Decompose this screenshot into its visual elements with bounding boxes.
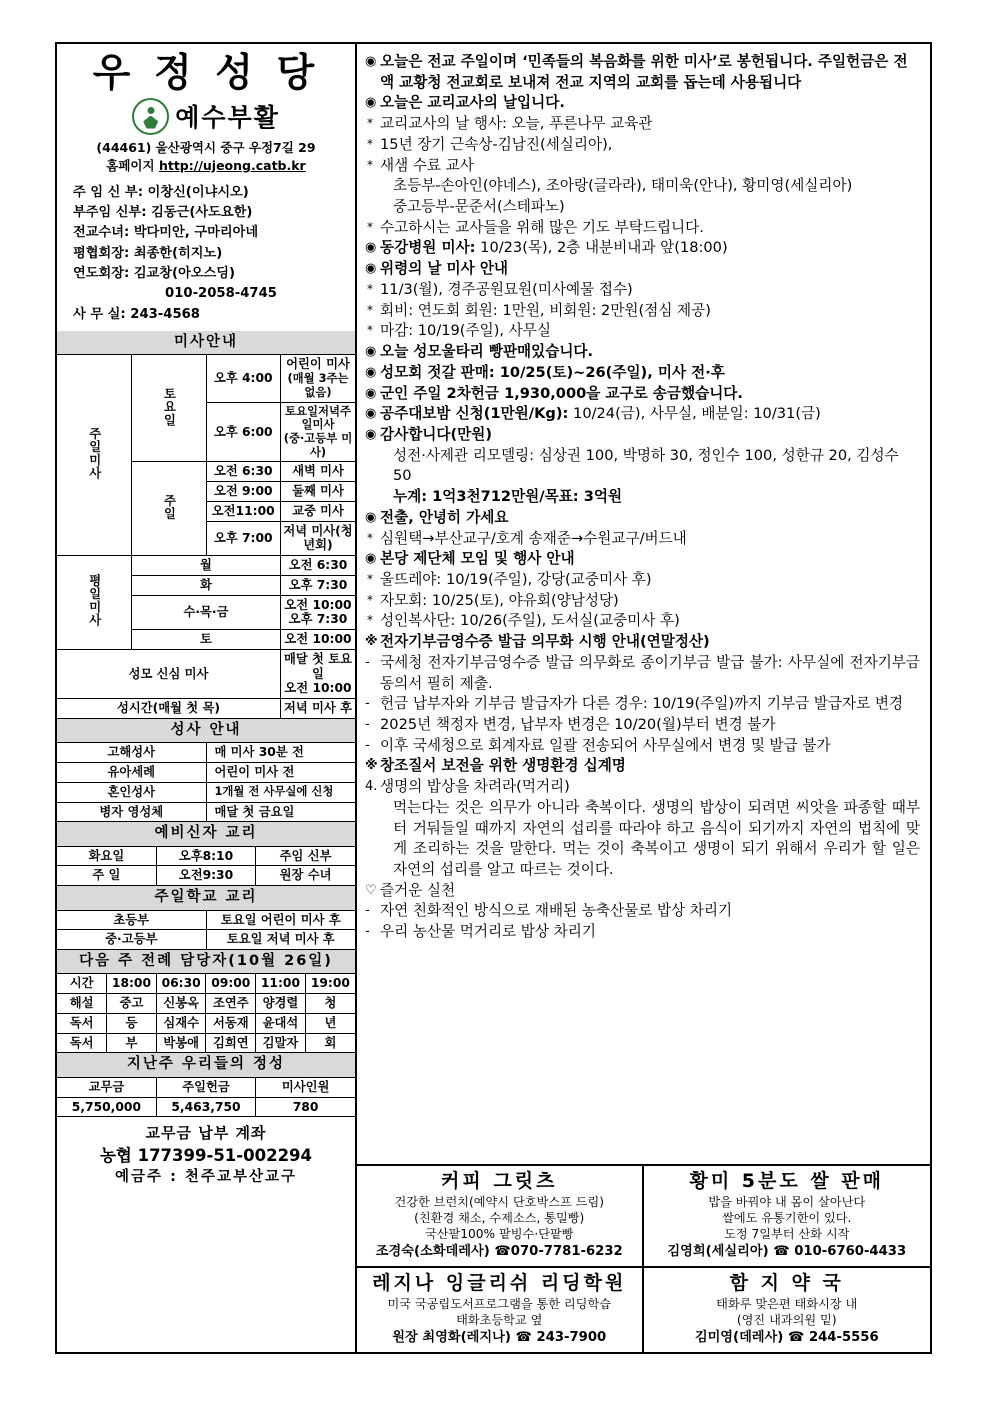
catechumen-table [57,822,355,886]
announcement-item [365,632,920,653]
announcement-text: 이후 국세청으로 회계자료 일괄 전송되어 사무실에서 변경 및 발급 불가 [380,736,831,754]
sacrament-label: 혼인성사 [57,782,206,802]
staff-item: 전교수녀: 박다미안, 구마리아네 [73,225,259,241]
bullet-icon: ◉ [365,261,377,277]
table-row [57,1097,355,1117]
offering-table [57,1053,355,1117]
announcement-item [365,93,920,114]
announcement-item [365,591,920,612]
announcement-text: 본당 제단체 모임 및 행사 안내 [380,550,575,568]
sacrament-value: 어린이 미사 전 [206,763,355,783]
catechumen-who: 주임 신부 [256,846,355,866]
mass-time: 오후 7:00 [206,521,281,556]
bullet-icon: ◉ [365,344,377,360]
announcement-item [365,694,920,715]
announcement-text: 수고하시는 교사들을 위해 많은 기도 부탁드립니다. [380,218,704,236]
announcement-item [365,301,920,322]
table-row [57,1033,355,1053]
announcement-item [365,653,920,694]
sunday-mass-label: 주일미사 [87,426,102,481]
weekday-day: 토 [132,630,281,650]
announcement-text: 우리 농산물 먹거리로 밥상 차리기 [380,923,596,941]
ad-line: (친환경 채소, 수제소스, 통밀빵) [414,1211,585,1226]
ad-contact [360,1329,639,1347]
sacrament-value: 매 미사 30분 전 [206,743,355,763]
right-column [357,44,930,1352]
roster-cell: 양경렬 [256,994,306,1014]
dash-icon: - [365,924,370,940]
ad-contact-name: 김미영(데레사) [694,1330,784,1346]
offering-col-header: 주일헌금 [156,1077,255,1097]
announcement-text: 헌금 납부자와 기부금 발급자가 다른 경우: 10/19(주일)까지 기부금 발급자로 변경 [380,695,904,713]
announcement-text: 마감: 10/19(주일), 사무실 [380,322,551,340]
liturgy-roster-table [57,950,355,1053]
ad-title: 커피 그릿츠 [441,1170,558,1193]
mass-time: 오후 4:00 [206,355,281,402]
roster-cell: 서동재 [206,1013,256,1033]
mass-desc-line1: 토요일저녁주일미사 [284,403,352,432]
announcement-item [365,135,920,156]
bullet-icon: ◉ [365,385,377,401]
announcement-label: 공주대보밤 신청(1만원/Kg): [380,405,569,423]
mass-desc: 새벽 미사 [281,462,356,482]
roster-cell: 김말자 [256,1033,306,1053]
announcement-text: 오늘 성모울타리 빵판매있습니다. [380,343,594,361]
sacraments-table [57,719,355,822]
bullet-icon: ◉ [365,364,377,380]
staff-item: 연도회장: 김교창(아오스딩) [73,266,236,282]
announcement-text: 회비: 연도회 회원: 1만원, 비회원: 2만원(점심 제공) [380,301,711,319]
mass-desc [281,355,356,402]
asterisk-icon: * [367,136,373,151]
roster-col-header: 06:30 [156,974,206,994]
asterisk-icon: * [367,323,373,338]
roster-cell: 부 [107,1033,157,1053]
asterisk-icon: * [367,157,373,172]
asterisk-icon: * [367,571,373,586]
list-marker: 4. [365,779,378,795]
catechumen-day: 주 일 [57,866,156,886]
roster-cell: 윤대석 [256,1013,306,1033]
special-mass-time [281,649,356,698]
announcement-text: 전자기부금영수증 발급 의무화 시행 안내(연말정산) [380,633,710,651]
roster-col-header: 18:00 [107,974,157,994]
staff-item: 부주임 신부: 김동근(사도요한) [73,205,253,221]
announcement-item [365,384,920,405]
saturday-label: 토요일 [161,386,176,427]
announcement-text: 새샘 수료 교사 [380,156,474,174]
announcement-text: 자모회: 10/25(토), 야유회(양남성당) [380,591,619,609]
announcement-item [365,715,920,736]
roster-cell: 조연주 [206,994,256,1014]
announcement-text: 교리교사의 날 행사: 오늘, 푸른나무 교육관 [380,115,653,133]
announcement-text: 초등부-손아인(야네스), 조아랑(글라라), 태미욱(안나), 황미영(세실리아) [393,177,853,195]
dash-icon: - [365,654,370,670]
school-value: 토요일 어린이 미사 후 [206,910,355,930]
roster-col-header: 19:00 [305,974,355,994]
school-value: 토요일 저녁 미사 후 [206,930,355,950]
bullet-icon: ◉ [365,426,377,442]
asterisk-icon: * [367,116,373,131]
announcements-list [357,44,930,1164]
bullet-icon: ◉ [365,95,377,111]
phone-icon: ☎ [494,1244,511,1260]
ad-contact [360,1243,639,1261]
ad-line: 태화초등학교 옆 [456,1313,543,1328]
weekday-day: 화 [132,575,281,595]
announcement-item [365,570,920,591]
announcement-item [365,777,920,798]
announcement-text: 감사합니다(만원) [380,425,493,443]
announcement-item [365,446,920,487]
announcement-text: 성전·사제관 리모델링: 심상권 100, 박명하 30, 정인수 100, 성한규 20, 김성수 50 [393,446,899,485]
announcement-item [365,156,920,177]
announcement-item [365,798,920,881]
offering-value: 780 [256,1097,355,1117]
announcement-item [365,425,920,446]
mass-time: 오전11:00 [206,501,281,521]
ad-line: 밥을 바꿔야 내 몸이 살아난다 [708,1195,866,1210]
roster-cell: 중고 [107,994,157,1014]
bullet-icon: ◉ [365,551,377,567]
ad-line: 쌀에도 유통기한이 있다. [722,1211,852,1226]
weekday-time-line1: 오전 10:00 [284,597,352,612]
staff-phone: 010-2058-4745 [165,286,277,302]
ad-line: 국산팥100% 팥빙수·단팥빵 [424,1227,574,1242]
reference-icon: ※ [365,634,378,650]
announcement-item [365,363,920,384]
catechumen-header: 예비신자 교리 [57,822,355,846]
roster-cell: 신봉옥 [156,994,206,1014]
announcement-text: 중고등부-문준서(스테파노) [393,198,565,216]
weekday-day: 수·목·금 [132,595,281,630]
announcement-text: 성인복사단: 10/26(주일), 도서실(교중미사 후) [380,612,680,630]
sacrament-value: 매달 첫 금요일 [206,802,355,822]
phone-icon: ☎ [515,1330,532,1346]
dash-icon: - [365,903,370,919]
office-phone: 사 무 실: 243-4568 [73,306,200,322]
bulletin-sheet [55,42,932,1354]
staff-list [57,181,355,331]
special-mass-label: 성시간(매월 첫 목) [57,699,281,719]
sacrament-label: 유아세례 [57,763,206,783]
school-label: 초등부 [57,910,206,930]
left-column [57,44,357,1352]
ad-contact-name: 조경숙(소화데레사) [375,1244,490,1260]
roster-cell: 해설 [57,994,107,1014]
roster-cell: 김희연 [206,1033,256,1053]
mass-guide-header: 미사안내 [57,331,355,355]
weekday-mass-label: 평일미사 [87,574,102,628]
heart-icon: ♡ [365,882,377,898]
bullet-icon: ◉ [365,406,377,422]
asterisk-icon: * [367,219,373,234]
offering-col-header: 미사인원 [256,1077,355,1097]
announcement-text: 군인 주일 2차헌금 1,930,000을 교구로 송금했습니다. [380,384,743,402]
asterisk-icon: * [367,281,373,296]
bullet-icon: ◉ [365,240,377,256]
account-number: 농협 177399-51-002294 [99,1146,313,1166]
announcement-text: 누계: 1억3천712만원/목표: 3억원 [393,488,623,506]
roster-col-header: 시간 [57,974,107,994]
announcement-text: 11/3(월), 경주공원묘원(미사예물 접수) [380,280,633,298]
ad-line: 건강한 브런치(예약시 단호박스프 드림) [394,1195,604,1210]
announcement-text: 성모회 젓갈 판매: 10/25(토)~26(주일), 미사 전·후 [380,363,725,381]
announcement-text: 15년 장기 근속상-김남진(세실리아), [380,135,613,153]
announcement-label: 동강병원 미사: [380,239,476,257]
announcement-text: 먹는다는 것은 의무가 아니라 축복이다. 생명의 밥상이 되려면 씨앗을 파종할 때부터 거둬들일 때까지 자연의 섭리를 따라야 하고 음식이 되기까지 자연의 법칙에 맞게 조리하는 것을 말한다. 먹는 것이 축복이고 생명이 되기 위해서 우리가 할 일은 자연의 섭리를 알고 따르는 것이다. [393,798,920,879]
announcement-item [365,321,920,342]
announcement-text: 울뜨레야: 10/19(주일), 강당(교중미사 후) [380,570,652,588]
weekday-mass-label-cell [57,556,132,650]
roster-cell: 독서 [57,1013,107,1033]
weekday-time: 오전 10:00 [281,630,356,650]
bullet-icon: ◉ [365,54,377,69]
mass-guide-table [57,331,355,719]
special-time-line2: 오전 10:00 [284,681,352,696]
ad-line: 도정 7일부터 산화 시작 [724,1227,850,1242]
announcement-item [365,922,920,943]
homepage-label: 홈페이지 [106,157,155,173]
mass-time: 오전 9:00 [206,482,281,502]
roster-cell: 박봉애 [156,1033,206,1053]
roster-cell: 년 [305,1013,355,1033]
announcement-text: 자연 친화적인 방식으로 재배된 농축산물로 밥상 차리기 [380,902,733,920]
catechumen-time: 오후8:10 [156,846,255,866]
street-address: (44461) 울산광역시 중구 우정7길 29 [96,139,316,155]
dash-icon: - [365,737,370,753]
offering-col-header: 교무금 [57,1077,156,1097]
roster-col-header: 09:00 [206,974,256,994]
special-mass-time: 저녁 미사 후 [281,699,356,719]
masthead [57,44,355,181]
account-owner: 예금주 : 천주교부산교구 [115,1169,297,1186]
ad-card[interactable] [357,1166,644,1268]
announcement-item [365,342,920,363]
announcement-item [365,280,920,301]
sacrament-value: 1개월 전 사무실에 신청 [206,782,355,802]
announcement-item [365,756,920,777]
mass-desc-line2: (중·고등부 미사) [283,430,353,459]
sunday-school-table [57,886,355,950]
ad-line: (영진 내과의원 밑) [736,1313,837,1328]
ad-contact-name: 김영희(세실리아) [667,1244,769,1260]
ad-card[interactable] [357,1268,644,1352]
roster-header: 다음 주 전례 담당자(10월 26일) [57,950,355,974]
mass-desc: 둘째 미사 [281,482,356,502]
roster-cell: 심재수 [156,1013,206,1033]
table-row [57,994,355,1014]
ad-contact-name: 원장 최영화(레지나) [392,1330,511,1346]
sacrament-label: 고해성사 [57,743,206,763]
announcement-text: 동강병원 미사: 10/23(목), 2층 내분비내과 앞(18:00) [380,239,728,257]
sunday-school-header: 주일학교 교리 [57,886,355,910]
ad-contact [647,1329,928,1347]
announcement-item [365,197,920,218]
announcement-item [365,549,920,570]
phone-icon: ☎ [773,1244,790,1260]
announcement-item [365,114,920,135]
mass-desc: 교중 미사 [281,501,356,521]
weekday-day: 월 [132,556,281,576]
advertisements [357,1164,930,1352]
address-block [61,139,351,175]
church-logo-icon [132,98,169,135]
asterisk-icon: * [367,613,373,628]
masthead-subtitle: 예수부활 [175,103,280,133]
dash-icon: - [365,696,370,712]
dash-icon: - [365,717,370,732]
table-row [57,1013,355,1033]
announcement-text: 오늘은 전교 주일이며 ‘민족들의 복음화를 위한 미사’로 봉헌됩니다. 주일헌금은 전액 교황청 전교회로 보내져 전교 지역의 교회를 돕는데 사용됩니다 [380,53,908,91]
ad-phone: 244-5556 [808,1330,879,1346]
announcement-item [365,218,920,239]
catechumen-who: 원장 수녀 [256,866,355,886]
mass-desc-line1: 어린이 미사 [286,357,350,372]
special-mass-label: 성모 신심 미사 [57,649,281,698]
staff-item: 주 임 신 부: 이창신(이냐시오) [73,184,249,200]
announcement-text: 생명의 밥상을 차려라(먹거리) [380,778,570,796]
sacraments-header: 성사 안내 [57,719,355,743]
sacrament-label: 병자 영성체 [57,802,206,822]
mass-desc-line2: (매월 3주는 없음) [287,371,349,399]
roster-cell: 등 [107,1013,157,1033]
announcement-text: 공주대보밤 신청(1만원/Kg): 10/24(금), 사무실, 배분일: 10/31(금) [380,405,821,423]
ad-phone: 070-7781-6232 [510,1244,623,1260]
announcement-item [365,176,920,197]
announcement-item [365,238,920,259]
ad-phone: 010-6760-4433 [794,1244,907,1260]
mass-time: 오전 6:30 [206,462,281,482]
account-title: 교무금 납부 계좌 [145,1124,267,1143]
ad-line: 미국 국공립도서프로그램을 통한 리딩학습 [387,1297,612,1311]
bank-account-block [57,1117,355,1352]
announcement-item [365,736,920,757]
sunday-sub-label: 주일 [161,493,176,521]
ad-title: 함 지 약 국 [729,1272,844,1295]
announcement-item [365,901,920,922]
roster-cell: 회 [305,1033,355,1053]
school-label: 중·고등부 [57,930,206,950]
announcement-text: 창조질서 보전을 위한 생명환경 십계명 [380,757,626,775]
weekday-time-line2: 오후 7:30 [288,612,348,627]
catechumen-day: 화요일 [57,846,156,866]
roster-col-header: 11:00 [256,974,306,994]
mass-desc: 저녁 미사(청년회) [281,521,356,556]
catechumen-time: 오전9:30 [156,866,255,886]
announcement-text: 심원택→부산교구/호계 송재준→수원교구/버드내 [380,529,687,547]
reference-icon: ※ [365,758,378,774]
offering-value: 5,463,750 [156,1097,255,1117]
ad-title: 레지나 잉글리쉬 리딩학원 [372,1272,627,1295]
homepage-link[interactable]: http://ujeong.catb.kr [158,157,306,173]
offering-value: 5,750,000 [57,1097,156,1117]
asterisk-icon: * [367,302,373,317]
announcement-item [365,52,920,93]
announcement-item [365,404,920,425]
announcement-item [365,487,920,508]
announcement-item [365,259,920,280]
announcement-text: 위령의 날 미사 안내 [380,260,509,278]
announcement-item [365,529,920,550]
special-time-line1: 매달 첫 토요일 [284,651,352,681]
church-name: 우 정 성 당 [92,51,320,96]
ad-title: 황미 5분도 쌀 판매 [689,1170,885,1193]
announcement-item [365,611,920,632]
announcement-text: 국세청 전자기부금영수증 발급 의무화로 종이기부금 발급 불가: 사무실에 전자기부금 동의서 필히 제출. [380,653,920,692]
phone-icon: ☎ [787,1330,805,1346]
ad-line: 태화루 맞은편 태화시장 내 [716,1297,858,1311]
weekday-time: 오후 7:30 [281,575,356,595]
announcement-text: 2025년 책정자 변경, 납부자 변경은 10/20(월)부터 변경 불가 [380,716,776,733]
asterisk-icon: * [367,530,373,545]
announcement-text: 전출, 안녕히 가세요 [380,508,509,526]
announcement-text: 오늘은 교리교사의 날입니다. [380,94,565,112]
mass-time: 오후 6:00 [206,402,281,462]
logo-row [61,98,351,135]
staff-item: 평협회장: 최종한(히지노) [73,245,223,261]
ad-card[interactable] [644,1268,931,1352]
ad-contact [647,1243,928,1261]
announcement-text: 즐거운 실천 [380,881,456,899]
weekday-time: 오전 6:30 [281,556,356,576]
roster-cell: 청 [305,994,355,1014]
ad-card[interactable] [644,1166,931,1268]
ad-phone: 243-7900 [536,1330,607,1346]
bullet-icon: ◉ [365,509,377,525]
offering-header: 지난주 우리들의 정성 [57,1053,355,1077]
mass-desc [281,402,356,462]
weekday-time [281,595,356,630]
announcement-item [365,508,920,529]
roster-cell: 독서 [57,1033,107,1053]
asterisk-icon: * [367,592,373,607]
announcement-item [365,881,920,902]
